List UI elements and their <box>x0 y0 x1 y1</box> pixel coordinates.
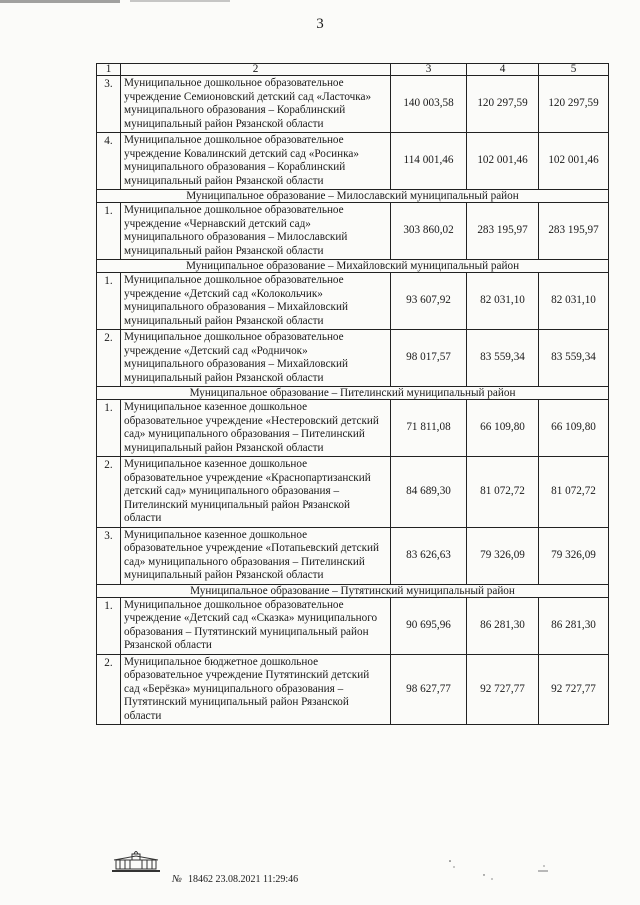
municipality-section-row <box>97 387 609 400</box>
amount-col3: 98 017,57 <box>391 330 467 387</box>
header-cell-3: 3 <box>391 64 467 76</box>
amount-col5: 102 001,46 <box>539 133 609 190</box>
amount-col4: 92 727,77 <box>467 654 539 725</box>
table-row <box>97 273 609 330</box>
amount-col4: 66 109,80 <box>467 400 539 457</box>
row-number: 2. <box>97 654 121 725</box>
institution-name: Муниципальное дошкольное образовательное учреждение «Детский сад «Сказка» муниципального образования – Путятинский муниципальный район Рязанской области <box>121 597 391 654</box>
table-row <box>97 400 609 457</box>
institution-name: Муниципальное казенное дошкольное образовательное учреждение «Нестеровский детский сад» муниципального образования – Пителинский муниципальный район Рязанской области <box>121 400 391 457</box>
row-number: 3. <box>97 527 121 584</box>
registration-number-timestamp: 18462 23.08.2021 11:29:46 <box>188 874 299 885</box>
table-row <box>97 597 609 654</box>
row-number: 4. <box>97 133 121 190</box>
municipality-section-title: Муниципальное образование – Путятинский муниципальный район <box>97 584 609 597</box>
amount-col4: 102 001,46 <box>467 133 539 190</box>
amount-col5: 82 031,10 <box>539 273 609 330</box>
table-row <box>97 527 609 584</box>
row-number: 1. <box>97 273 121 330</box>
amount-col4: 82 031,10 <box>467 273 539 330</box>
institution-name: Муниципальное казенное дошкольное образовательное учреждение «Краснопартизанский детский сад» муниципального образования – Пителинский муниципальный район Рязанской области <box>121 457 391 528</box>
table-row <box>97 330 609 387</box>
amount-col4: 79 326,09 <box>467 527 539 584</box>
amount-col4: 86 281,30 <box>467 597 539 654</box>
amount-col4: 81 072,72 <box>467 457 539 528</box>
amount-col3: 84 689,30 <box>391 457 467 528</box>
table-row <box>97 133 609 190</box>
amount-col5: 66 109,80 <box>539 400 609 457</box>
municipality-section-row <box>97 190 609 203</box>
row-number: 2. <box>97 330 121 387</box>
amount-col3: 140 003,58 <box>391 76 467 133</box>
institution-name: Муниципальное дошкольное образовательное учреждение «Чернавский детский сад» муниципального образования – Милославский муниципальный район Рязанской области <box>121 203 391 260</box>
municipality-section-title: Муниципальное образование – Пителинский муниципальный район <box>97 387 609 400</box>
funding-table <box>96 63 609 725</box>
amount-col3: 303 860,02 <box>391 203 467 260</box>
amount-col5: 83 559,34 <box>539 330 609 387</box>
amount-col4: 83 559,34 <box>467 330 539 387</box>
amount-col3: 93 607,92 <box>391 273 467 330</box>
amount-col5: 283 195,97 <box>539 203 609 260</box>
table-row <box>97 76 609 133</box>
header-cell-4: 4 <box>467 64 539 76</box>
amount-col5: 79 326,09 <box>539 527 609 584</box>
municipality-section-title: Муниципальное образование – Милославский муниципальный район <box>97 190 609 203</box>
scan-noise <box>440 855 560 885</box>
government-building-stamp-icon <box>108 848 164 874</box>
table-row <box>97 654 609 725</box>
amount-col5: 81 072,72 <box>539 457 609 528</box>
header-cell-5: 5 <box>539 64 609 76</box>
amount-col5: 92 727,77 <box>539 654 609 725</box>
row-number: 1. <box>97 597 121 654</box>
amount-col3: 71 811,08 <box>391 400 467 457</box>
amount-col4: 120 297,59 <box>467 76 539 133</box>
municipality-section-row <box>97 260 609 273</box>
amount-col5: 120 297,59 <box>539 76 609 133</box>
amount-col3: 114 001,46 <box>391 133 467 190</box>
institution-name: Муниципальное дошкольное образовательное учреждение «Детский сад «Родничок» муниципального образования – Михайловский муниципальный район Рязанской области <box>121 330 391 387</box>
scan-edge-mark <box>130 0 230 2</box>
row-number: 3. <box>97 76 121 133</box>
institution-name: Муниципальное бюджетное дошкольное образовательное учреждение Путятинский детский сад «Берёзка» муниципального образования – Путятинский муниципальный район Рязанской области <box>121 654 391 725</box>
table-row <box>97 203 609 260</box>
registration-mark: № <box>172 874 182 885</box>
row-number: 1. <box>97 203 121 260</box>
institution-name: Муниципальное дошкольное образовательное учреждение Ковалинский детский сад «Росинка» муниципального образования – Кораблинский муниципальный район Рязанской области <box>121 133 391 190</box>
municipality-section-row <box>97 584 609 597</box>
amount-col4: 283 195,97 <box>467 203 539 260</box>
amount-col3: 98 627,77 <box>391 654 467 725</box>
table-header-row <box>97 64 609 76</box>
institution-name: Муниципальное дошкольное образовательное учреждение «Детский сад «Колокольчик» муниципального образования – Михайловский муниципальный район Рязанской области <box>121 273 391 330</box>
row-number: 1. <box>97 400 121 457</box>
amount-col3: 83 626,63 <box>391 527 467 584</box>
header-cell-2: 2 <box>121 64 391 76</box>
page-number: 3 <box>316 16 324 32</box>
scan-edge-mark <box>0 0 120 3</box>
row-number: 2. <box>97 457 121 528</box>
institution-name: Муниципальное дошкольное образовательное учреждение Семионовский детский сад «Ласточка» муниципального образования – Кораблинский муниципальный район Рязанской области <box>121 76 391 133</box>
municipality-section-title: Муниципальное образование – Михайловский муниципальный район <box>97 260 609 273</box>
table-row <box>97 457 609 528</box>
institution-name: Муниципальное казенное дошкольное образовательное учреждение «Потапьевский детский сад» муниципального образования – Пителинский муниципальный район Рязанской области <box>121 527 391 584</box>
amount-col5: 86 281,30 <box>539 597 609 654</box>
header-cell-1: 1 <box>97 64 121 76</box>
amount-col3: 90 695,96 <box>391 597 467 654</box>
